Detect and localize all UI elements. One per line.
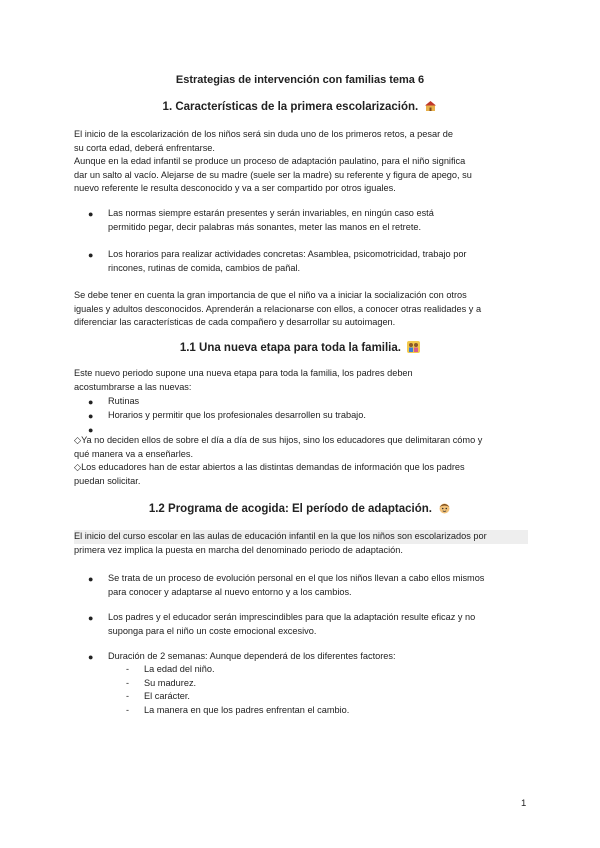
section-1-bullet <box>108 248 528 275</box>
section-1-2-intro <box>74 530 528 557</box>
bullet-marker: ● <box>88 613 94 623</box>
school-icon <box>424 100 437 112</box>
list-item: La edad del niño. <box>144 664 215 674</box>
text-line: puedan solicitar. <box>74 475 141 486</box>
bullet-marker: ● <box>88 397 94 407</box>
list-item: Rutinas <box>108 396 140 406</box>
text-line: para conocer y adaptarse al nuevo entorno y a los cambios. <box>108 586 352 597</box>
dash-marker: - <box>126 664 129 674</box>
list-item: Horarios y permitir que los profesionales desarrollen su trabajo. <box>108 410 366 420</box>
child-icon <box>438 502 451 514</box>
text-line: Este nuevo periodo supone una nueva etapa para toda la familia, los padres deben <box>74 368 413 378</box>
section-1-heading-text: 1. Características de la primera escolarización. <box>162 101 419 113</box>
bullet-marker: ● <box>88 250 94 260</box>
text-line: Se debe tener en cuenta la gran importancia de que el niño va a iniciar la socialización con otros <box>74 290 467 300</box>
section-1-1-intro <box>74 367 528 394</box>
text-line: diferenciar las características de cada compañero y desarrollar su autoimagen. <box>74 317 396 327</box>
text-line: Los horarios para realizar actividades concretas: Asamblea, psicomotricidad, trabajo por <box>108 249 467 259</box>
list-item: Duración de 2 semanas: Aunque dependerá de los diferentes factores: <box>108 651 396 661</box>
family-icon <box>407 341 420 353</box>
bullet-marker: ● <box>88 209 94 219</box>
section-1-1-heading <box>0 341 600 354</box>
text-line: nuevo referente le resulta desconocido y va a ser compartido por otros iguales. <box>74 183 396 193</box>
text-line: ◇Los educadores han de estar abiertos a las distintas demandas de información que los padres <box>74 462 465 472</box>
text-line: su corta edad, deberá enfrentarse. <box>74 142 215 153</box>
section-1-closing <box>74 289 528 330</box>
text-line: rincones, rutinas de comida, cambios de pañal. <box>108 262 301 273</box>
text-line: ◇Ya no deciden ellos de sobre el día a día de sus hijos, sino los educadores que delimitaran cómo y <box>74 435 483 445</box>
document-title: Estrategias de intervención con familias tema 6 <box>175 74 425 86</box>
section-1-2-bullet <box>108 572 528 599</box>
section-1-heading <box>0 100 600 113</box>
bullet-marker: ● <box>88 574 94 584</box>
text-line: El inicio de la escolarización de los niños será sin duda uno de los primeros retos, a pesar de <box>74 129 453 139</box>
section-1-1-note <box>74 434 528 488</box>
dash-marker: - <box>126 678 129 688</box>
list-item: El carácter. <box>144 691 190 701</box>
text-line: Se trata de un proceso de evolución personal en el que los niños llevan a cabo ellos mismos <box>108 573 485 583</box>
list-item: La manera en que los padres enfrentan el cambio. <box>144 705 350 715</box>
section-1-2-heading-text: 1.2 Programa de acogida: El período de adaptación. <box>148 503 432 515</box>
text-line: Las normas siempre estarán presentes y serán invariables, en ningún caso está <box>108 208 434 218</box>
text-line: dar un salto al vacío. Alejarse de su madre (suele ser la madre) su referente y figura de apego, su <box>74 169 472 180</box>
text-line: Aunque en la edad infantil se produce un proceso de adaptación paulatino, para el niño significa <box>74 156 466 166</box>
text-line: primera vez implica la puesta en marcha del denominado periodo de adaptación. <box>74 544 403 555</box>
bullet-marker: ● <box>88 425 94 435</box>
page-number: 1 <box>521 798 527 809</box>
section-1-1-heading-text: 1.1 Una nueva etapa para toda la familia. <box>179 342 401 354</box>
bullet-marker: ● <box>88 652 94 662</box>
section-1-2-bullet <box>108 611 528 638</box>
bullet-marker: ● <box>88 411 94 421</box>
text-line: acostumbrarse a las nuevas: <box>74 381 192 392</box>
text-line: El inicio del curso escolar en las aulas de educación infantil en la que los niños son escolarizados por <box>74 530 528 544</box>
dash-marker: - <box>126 691 129 701</box>
section-1-2-heading <box>0 502 600 515</box>
section-1-intro <box>74 128 528 196</box>
text-line: iguales y adultos desconocidos. Aprenderán a relacionarse con ellos, a conocer otras realidades y a <box>74 303 482 314</box>
list-item: Su madurez. <box>144 678 197 688</box>
section-1-bullet <box>108 207 528 234</box>
text-line: suponga para el niño un coste emocional excesivo. <box>108 625 317 636</box>
text-line: Los padres y el educador serán imprescindibles para que la adaptación resulte eficaz y no <box>108 612 476 622</box>
dash-marker: - <box>126 705 129 715</box>
text-line: qué manera va a enseñarles. <box>74 448 194 459</box>
text-line: permitido pegar, decir palabras más sonantes, meter las manos en el retrete. <box>108 221 422 232</box>
